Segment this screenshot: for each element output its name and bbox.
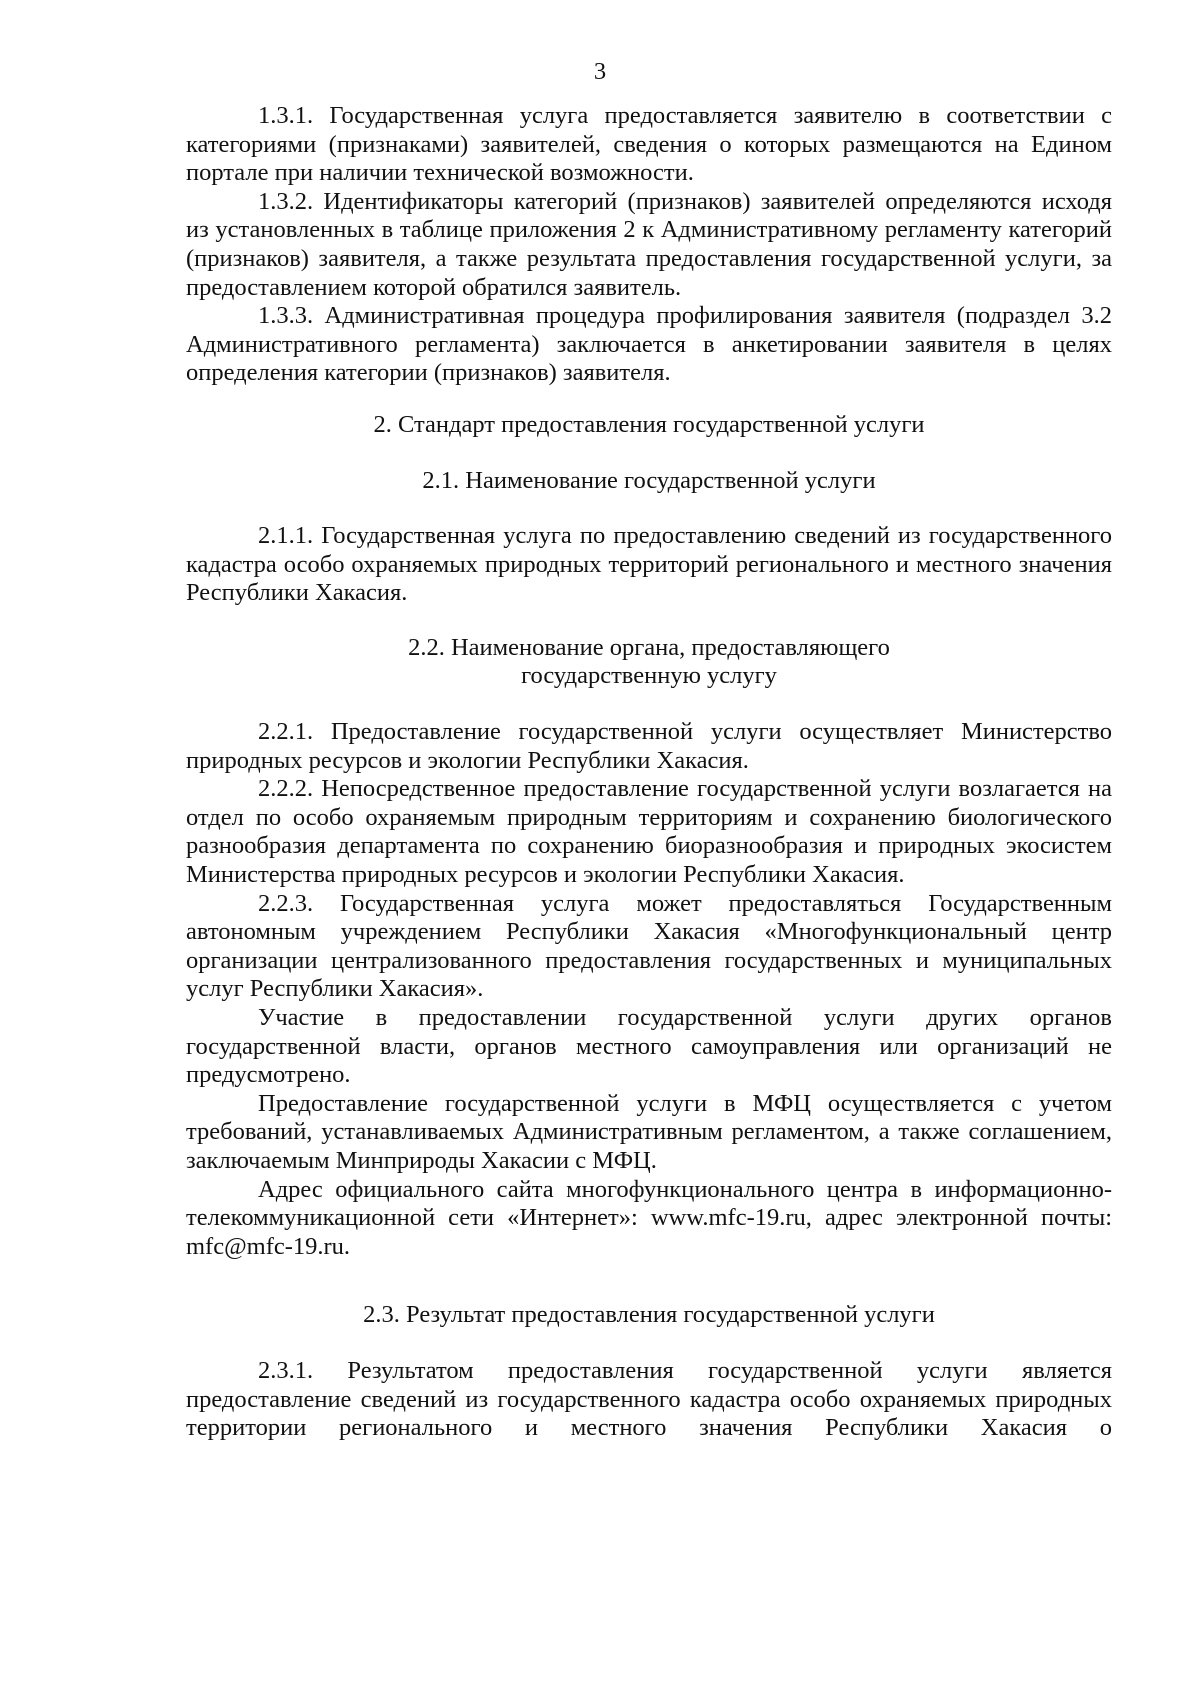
paragraph-2-2-3: 2.2.3. Государственная услуга может предоставляться Государственным автономным учреждением Республики Хакасия «Многофункциональный центр организации централизованного предоставления государственных и муниципальных услуг Республики Хакасия». xyxy=(186,889,1112,1003)
paragraph-2-3-1: 2.3.1. Результатом предоставления государственной услуги является предоставление сведений из государственного кадастра особо охраняемых природных территории регионального и местного значения Республики Хакасия о xyxy=(186,1357,1112,1442)
paragraph-1-3-1: 1.3.1. Государственная услуга предоставляется заявителю в соответствии с категориями (признаками) заявителей, сведения о которых размещаются на Едином портале при наличии технической возможности. xyxy=(186,102,1112,187)
heading-2-2-line1: 2.2. Наименование органа, предоставляющего xyxy=(408,634,890,661)
paragraph-1-3-2: 1.3.2. Идентификаторы категорий (признаков) заявителей определяются исходя из установленных в таблице приложения 2 к Административному регламенту категорий (признаков) заявителя, а также результата предоставления государственной услуги, за предоставлением которой обратился заявитель. xyxy=(186,187,1112,301)
paragraph-2-2-2: 2.2.2. Непосредственное предоставление государственной услуги возлагается на отдел по особо охраняемым природным территориям и сохранению биологического разнообразия департамента по сохранению биоразнообразия и природных экосистем Министерства природных ресурсов и экологии Республики Хакасия. xyxy=(186,775,1112,888)
paragraph-participation: Участие в предоставлении государственной услуги других органов государственной власти, органов местного самоуправления или организаций не предусмотрено. xyxy=(186,1003,1112,1089)
heading-2-1: 2.1. Наименование государственной услуги xyxy=(422,467,876,494)
paragraph-mfc-address: Адрес официального сайта многофункционального центра в информационно-телекоммуникационной сети «Интернет»: www.mfc-19.ru, адрес электронной почты: mfc@mfc-19.ru. xyxy=(186,1175,1112,1260)
paragraph-2-1-1: 2.1.1. Государственная услуга по предоставлению сведений из государственного кадастра особо охраняемых природных территорий регионального и местного значения Республики Хакасия. xyxy=(186,522,1112,607)
heading-2-3: 2.3. Результат предоставления государственной услуги xyxy=(363,1301,935,1328)
paragraph-mfc-provision: Предоставление государственной услуги в МФЦ осуществляется с учетом требований, устанавливаемых Административным регламентом, а также соглашением, заключаемым Минприроды Хакасии с МФЦ. xyxy=(186,1089,1112,1174)
section-2-3 xyxy=(186,1357,1112,1443)
section-1-3 xyxy=(186,102,1112,388)
page-number: 3 xyxy=(593,58,607,85)
paragraph-2-2-1: 2.2.1. Предоставление государственной услуги осуществляет Министерство природных ресурсов и экологии Республики Хакасия. xyxy=(186,718,1112,774)
heading-2-2-line2: государственную услугу xyxy=(521,662,777,689)
section-2-1 xyxy=(186,522,1112,608)
paragraph-1-3-3: 1.3.3. Административная процедура профилирования заявителя (подраздел 3.2 Административного регламента) заключается в анкетировании заявителя в целях определения категории (признаков) заявителя. xyxy=(186,302,1112,387)
section-2-2 xyxy=(186,718,1112,1261)
heading-2: 2. Стандарт предоставления государственной услуги xyxy=(373,411,925,438)
